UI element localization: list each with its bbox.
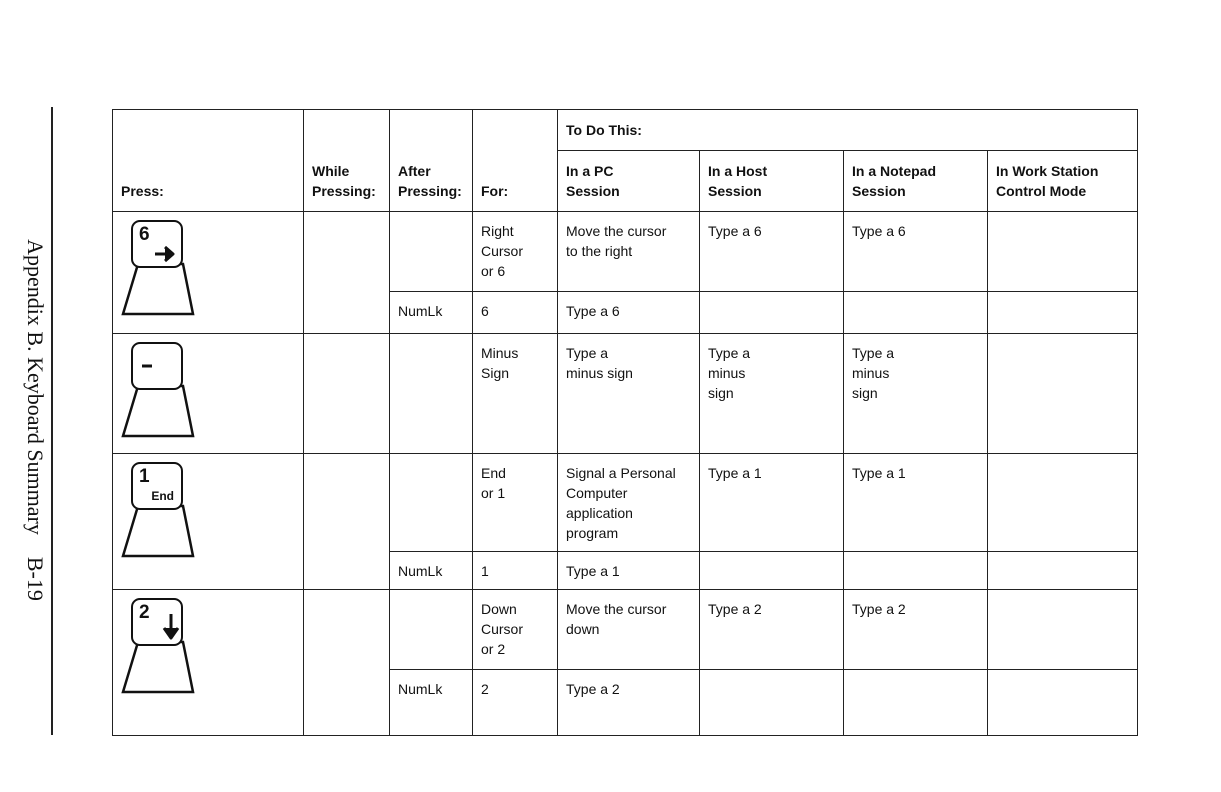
header-text: Session (708, 183, 762, 199)
for-text: End (481, 465, 506, 481)
notepad-cell (843, 551, 988, 590)
header-text: While (312, 163, 350, 179)
header-text: In a Notepad (852, 163, 937, 179)
keycap (113, 590, 303, 735)
for-cell (472, 669, 558, 736)
host-text: Type a 2 (708, 601, 762, 617)
header-workstation-mode (987, 150, 1138, 212)
header-to-do-this (557, 109, 1138, 151)
pc-text: application (566, 505, 633, 521)
after-pressing-cell (389, 453, 473, 552)
key-cell (112, 589, 304, 736)
notepad-text: Type a (852, 345, 895, 361)
ws-cell (987, 669, 1138, 736)
after-pressing-cell (389, 211, 473, 292)
for-text: or 6 (481, 263, 506, 279)
running-header (22, 239, 48, 601)
for-text: or 2 (481, 641, 506, 657)
host-cell (699, 551, 844, 590)
header-host-session (699, 150, 844, 212)
for-text: Down (481, 601, 517, 617)
header-press (112, 109, 304, 212)
pc-text: Type a 1 (566, 563, 620, 579)
pc-text: down (566, 621, 600, 637)
notepad-cell (843, 211, 988, 292)
while-pressing-cell (303, 453, 390, 590)
for-cell (472, 211, 558, 292)
header-text: Pressing: (312, 183, 376, 199)
key-label: 1 (139, 466, 150, 487)
after-pressing-text: NumLk (398, 681, 443, 697)
right-arrow-icon (133, 222, 181, 266)
host-cell (699, 291, 844, 334)
page-number: B-19 (23, 556, 48, 601)
key-face (131, 598, 183, 646)
header-text: Pressing: (398, 183, 462, 199)
key-base (121, 504, 201, 574)
key-face (131, 462, 183, 510)
pc-cell (557, 551, 700, 590)
ws-cell (987, 453, 1138, 552)
key-base (121, 384, 201, 454)
notepad-cell (843, 669, 988, 736)
for-text: Cursor (481, 621, 524, 637)
after-pressing-cell (389, 669, 473, 736)
header-text: Control Mode (996, 183, 1087, 199)
pc-cell (557, 333, 700, 454)
minus-icon (133, 344, 181, 388)
key-label: 2 (139, 602, 150, 623)
for-cell (472, 333, 558, 454)
appendix-title: Appendix B. Keyboard Summary (23, 239, 48, 535)
header-text: After (398, 163, 431, 179)
for-cell (472, 453, 558, 552)
notepad-cell (843, 453, 988, 552)
header-text: In a PC (566, 163, 614, 179)
for-cell (472, 291, 558, 334)
header-text: In Work Station (996, 163, 1099, 179)
ws-cell (987, 291, 1138, 334)
for-text: Right (481, 223, 514, 239)
pc-text: Move the cursor (566, 223, 667, 239)
pc-text: Move the cursor (566, 601, 667, 617)
notepad-text: Type a 6 (852, 223, 906, 239)
key-cell (112, 453, 304, 590)
for-text: Cursor (481, 243, 524, 259)
host-text: sign (708, 385, 734, 401)
header-pc-session (557, 150, 700, 212)
header-text: In a Host (708, 163, 768, 179)
host-cell (699, 453, 844, 552)
host-cell (699, 589, 844, 670)
host-text: minus (708, 365, 746, 381)
ws-cell (987, 551, 1138, 590)
pc-cell (557, 291, 700, 334)
notepad-text: Type a 2 (852, 601, 906, 617)
after-pressing-cell (389, 333, 473, 454)
pc-text: program (566, 525, 619, 541)
key-face (131, 342, 183, 390)
margin-rule (51, 107, 53, 735)
ws-cell (987, 211, 1138, 292)
pc-text: Computer (566, 485, 628, 501)
pc-text: minus sign (566, 365, 633, 381)
for-text: 6 (481, 303, 489, 319)
notepad-text: minus (852, 365, 890, 381)
notepad-text: sign (852, 385, 878, 401)
key-face (131, 220, 183, 268)
for-cell (472, 551, 558, 590)
pc-cell (557, 669, 700, 736)
host-cell (699, 669, 844, 736)
for-text: Sign (481, 365, 510, 381)
ws-cell (987, 333, 1138, 454)
header-text: Press: (121, 183, 164, 199)
while-pressing-cell (303, 211, 390, 334)
pc-text: Signal a Personal (566, 465, 676, 481)
for-cell (472, 589, 558, 670)
header-notepad-session (843, 150, 988, 212)
header-text: For: (481, 183, 509, 199)
for-text: or 1 (481, 485, 506, 501)
host-text: Type a (708, 345, 751, 361)
notepad-cell (843, 333, 988, 454)
keycap (113, 454, 303, 589)
ws-cell (987, 589, 1138, 670)
keycap (113, 334, 303, 453)
pc-text: Type a (566, 345, 609, 361)
key-base (121, 262, 201, 332)
header-after-pressing (389, 109, 473, 212)
after-pressing-text: NumLk (398, 563, 443, 579)
while-pressing-cell (303, 333, 390, 454)
pc-cell (557, 211, 700, 292)
for-text: 2 (481, 681, 489, 697)
notepad-text: Type a 1 (852, 465, 906, 481)
header-text: Session (566, 183, 620, 199)
after-pressing-cell (389, 589, 473, 670)
notepad-cell (843, 589, 988, 670)
keyboard-summary-table (112, 109, 1137, 735)
for-text: Minus (481, 345, 519, 361)
after-pressing-cell (389, 551, 473, 590)
down-arrow-icon (133, 600, 181, 644)
key-sub-label: End (151, 489, 174, 503)
host-text: Type a 6 (708, 223, 762, 239)
host-text: Type a 1 (708, 465, 762, 481)
header-text: Session (852, 183, 906, 199)
header-for (472, 109, 558, 212)
key-label: 6 (139, 224, 150, 245)
host-cell (699, 333, 844, 454)
keycap (113, 212, 303, 333)
notepad-cell (843, 291, 988, 334)
for-text: 1 (481, 563, 489, 579)
after-pressing-cell (389, 291, 473, 334)
pc-cell (557, 589, 700, 670)
pc-text: to the right (566, 243, 633, 259)
key-cell (112, 211, 304, 334)
after-pressing-text: NumLk (398, 303, 443, 319)
header-text: To Do This: (566, 122, 642, 138)
key-cell (112, 333, 304, 454)
pc-text: Type a 2 (566, 681, 620, 697)
pc-text: Type a 6 (566, 303, 620, 319)
pc-cell (557, 453, 700, 552)
while-pressing-cell (303, 589, 390, 736)
key-base (121, 640, 201, 710)
header-while-pressing (303, 109, 390, 212)
host-cell (699, 211, 844, 292)
